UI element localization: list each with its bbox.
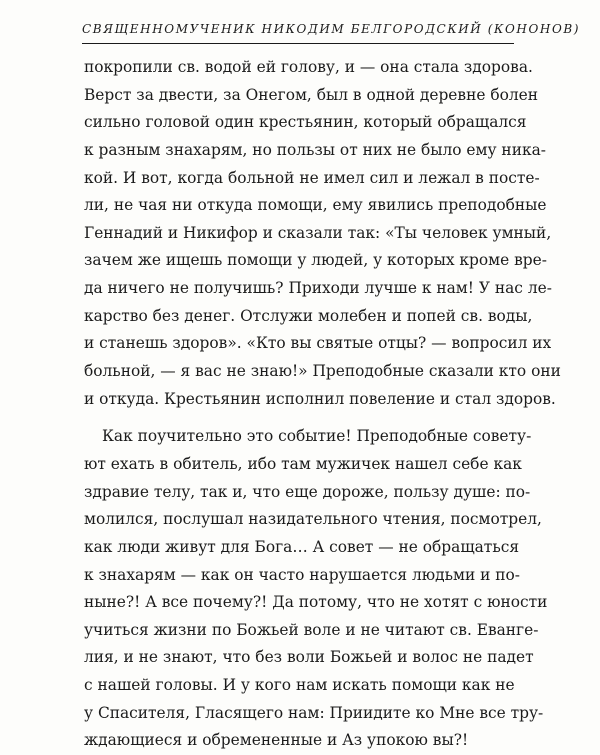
text-line: молился, послушал назидательного чтения, посмотрел, xyxy=(84,510,542,529)
text-line: зачем же ищешь помощи у людей, у которых кроме вре- xyxy=(84,251,547,270)
text-line: лия, и не знают, что без воли Божьей и волос не падет xyxy=(84,648,534,667)
text-line: ют ехать в обитель, ибо там мужичек нашел себе как xyxy=(84,454,522,473)
running-header: СВЯЩЕННОМУЧЕНИК НИКОДИМ БЕЛГОРОДСКИЙ (КОНОНОВ) xyxy=(82,22,581,36)
text-line: к знахарям — как он часто нарушается людьми и по- xyxy=(84,565,520,584)
header-rule xyxy=(82,43,514,44)
paragraph-spacer xyxy=(84,413,514,423)
body-text xyxy=(84,54,561,755)
text-line: ли, не чая ни откуда помощи, ему явились преподобные xyxy=(84,196,547,215)
text-line: у Спасителя, Гласящего нам: Приидите ко Мне все тру- xyxy=(84,703,544,722)
text-line: ныне?! А все почему?! Да потому, что не хотят с юности xyxy=(84,593,548,612)
text-line: Как поучительно это событие! Преподобные совету- xyxy=(102,427,532,446)
text-line: больной, — я вас не знаю!» Преподобные сказали кто они xyxy=(84,362,561,381)
text-line: кой. И вот, когда больной не имел сил и лежал в посте- xyxy=(84,168,540,187)
text-line: карство без денег. Отслужи молебен и попей св. воды, xyxy=(84,306,533,325)
text-line: да ничего не получишь? Приходи лучше к нам! У нас ле- xyxy=(84,279,552,298)
text-line: с нашей головы. И у кого нам искать помощи как не xyxy=(84,676,515,695)
text-line: здравие телу, так и, что еще дороже, пользу душе: по- xyxy=(84,482,531,501)
text-line: ждающиеся и обремененные и Аз упокою вы?! xyxy=(84,731,469,750)
text-line: Геннадий и Никифор и сказали так: «Ты человек умный, xyxy=(84,223,552,242)
text-line: покропили св. водой ей голову, и — она стала здорова. xyxy=(84,58,533,76)
text-line: сильно головой один крестьянин, который обращался xyxy=(84,113,527,132)
text-line: и откуда. Крестьянин исполнил повеление и стал здоров. xyxy=(84,389,556,408)
paragraph-2 xyxy=(84,423,548,755)
text-line: как люди живут для Бога… А совет — не обращаться xyxy=(84,537,520,556)
text-line: Верст за двести, за Онегом, был в одной деревне болен xyxy=(84,85,539,104)
text-line: учиться жизни по Божьей воле и не читают св. Еванге- xyxy=(84,620,539,639)
paragraph-1 xyxy=(84,54,561,413)
text-line: и станешь здоров». «Кто вы святые отцы? — вопросил их xyxy=(84,334,552,353)
text-line: к разным знахарям, но пользы от них не было ему никa- xyxy=(84,140,546,159)
